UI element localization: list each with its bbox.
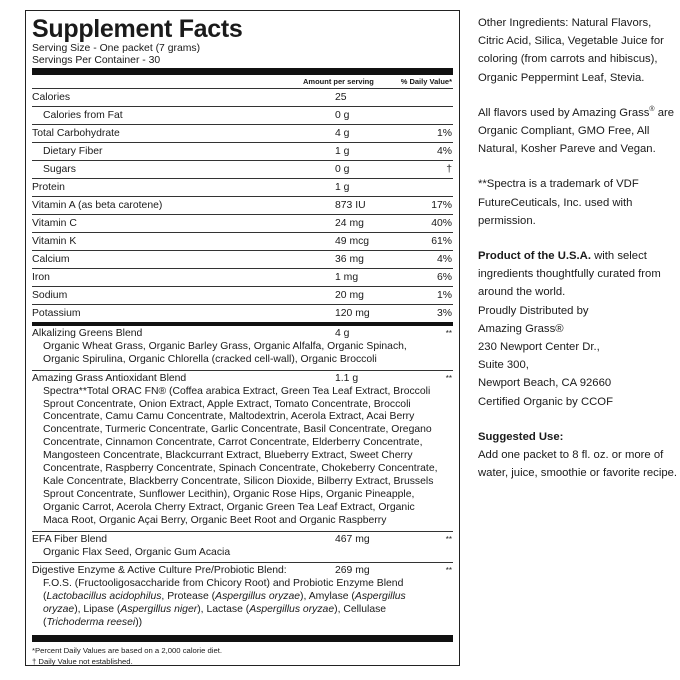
blend-name: Alkalizing Greens Blend [32, 328, 143, 339]
blend-ingredient-line: Organic Spirulina, Organic Chlorella (cracked cell-wall), Organic Broccoli [43, 353, 377, 365]
product-origin-text: with select ingredients thoughtfully curated from around the world. [478, 250, 661, 299]
blend-ingredient-line: Sprout Concentrate, Onion Extract, Apple Extract, Tomato Concentrate, Broccoli [43, 398, 411, 410]
product-origin [478, 247, 678, 302]
blend-ingredient-line: Maca Root, Organic Açai Berry, Organic Beet Root and Organic Raspberry [43, 514, 387, 526]
nutrient-dv: 61% [431, 236, 452, 247]
divider-bottom [32, 635, 453, 642]
blend-dv: ** [445, 534, 452, 544]
amount-header: Amount per serving [303, 77, 374, 86]
blend-dv: ** [445, 566, 452, 576]
nutrient-amount: 25 [335, 92, 347, 103]
blend-list [32, 326, 453, 633]
blend-name: Digestive Enzyme & Active Culture Pre/Probiotic Blend: [32, 565, 287, 577]
nutrient-name: Sodium [32, 290, 68, 301]
blend-ingredient-line: oryzae), Lipase (Aspergillus niger), Lactase (Aspergillus oryzae), Cellulase [43, 604, 387, 616]
dv-header: % Daily Value* [400, 77, 452, 86]
nutrient-name: Sugars [43, 164, 76, 175]
address-line-1: 230 Newport Center Dr., [478, 341, 600, 354]
nutrient-amount: 1 g [335, 182, 350, 193]
blend-ingredient-line: Concentrate, Cinnamon Concentrate, Carrot Concentrate, Elderberry Concentrate, [43, 437, 423, 449]
blend-name: EFA Fiber Blend [32, 533, 108, 545]
nutrient-dv: 40% [431, 218, 452, 229]
nutrient-row [32, 124, 453, 142]
nutrient-name: Vitamin C [32, 218, 77, 229]
nutrient-row [32, 286, 453, 304]
nutrient-row [32, 214, 453, 232]
nutrient-amount: 24 mg [335, 218, 364, 229]
panel-title: Supplement Facts [32, 15, 243, 43]
nutrient-name: Vitamin K [32, 236, 77, 247]
nutrient-dv: 1% [436, 128, 452, 139]
nutrient-name: Calories [32, 92, 71, 103]
blend-ingredient-line: Organic Flax Seed, Organic Gum Acacia [43, 546, 231, 558]
blend-ingredient-line: Concentrate, Turmeric Concentrate, Garlic Concentrate, Basil Concentrate, Oregano [43, 424, 432, 436]
nutrient-list [32, 88, 453, 322]
blend-amount: 1.1 g [335, 372, 359, 384]
nutrient-amount: 1 g [335, 146, 350, 157]
blend-ingredient-line: Organic Wheat Grass, Organic Barley Grass, Organic Alfalfa, Organic Spinach, [43, 340, 407, 352]
flavors-text-a: All flavors used by Amazing Grass [478, 106, 650, 119]
nutrient-dv: 1% [436, 290, 452, 301]
supplement-facts-panel [25, 10, 460, 666]
distributed-by: Proudly Distributed by [478, 304, 589, 317]
nutrient-name: Total Carbohydrate [32, 128, 120, 139]
address-line-2: Suite 300, [478, 359, 529, 372]
nutrient-name: Calcium [32, 254, 70, 265]
side-info [478, 14, 678, 482]
blend-ingredients [32, 547, 453, 560]
blend-block [32, 531, 453, 563]
nutrient-dv: † [446, 164, 452, 175]
nutrient-amount: 20 mg [335, 290, 364, 301]
nutrient-name: Dietary Fiber [43, 146, 103, 157]
blend-ingredients [32, 386, 453, 528]
flavors-statement [478, 104, 678, 159]
nutrient-dv: 6% [436, 272, 452, 283]
nutrient-amount: 36 mg [335, 254, 364, 265]
company-name: Amazing Grass® [478, 322, 564, 335]
blend-dv: ** [445, 373, 452, 383]
blend-amount: 467 mg [335, 533, 370, 545]
nutrient-name: Calories from Fat [43, 110, 123, 121]
nutrient-name: Vitamin A (as beta carotene) [32, 200, 163, 211]
nutrient-row [32, 106, 453, 124]
nutrient-row [32, 88, 453, 106]
nutrient-row [32, 142, 453, 160]
product-origin-title: Product of the U.S.A. [478, 250, 591, 263]
registered-mark: ® [649, 106, 655, 114]
blend-ingredient-line: Kale Concentrate, Blackberry Concentrate, Silicon Dioxide, Bilberry Extract, Brussels [43, 475, 434, 487]
blend-ingredient-line: Mangosteen Concentrate, Blackcurrant Extract, Blueberry Extract, Sweet Cherry [43, 450, 413, 462]
footnote-not-established: † Daily Value not established. [32, 656, 133, 666]
nutrient-dv: 4% [436, 254, 452, 265]
flavors-text-b: are Organic Compliant, GMO Free, All Natural, Kosher Pareve and Vegan. [478, 106, 675, 156]
blend-ingredient-line: Concentrate, Raspberry Concentrate, Spinach Concentrate, Chokeberry Concentrate, [43, 463, 438, 475]
blend-block [32, 326, 453, 370]
blend-block [32, 562, 453, 633]
nutrient-name: Protein [32, 182, 65, 193]
blend-ingredient-line: (Lactobacillus acidophilus, Protease (Aspergillus oryzae), Amylase (Aspergillus [43, 591, 406, 603]
blend-name: Amazing Grass Antioxidant Blend [32, 372, 187, 384]
nutrient-row [32, 160, 453, 178]
nutrient-row [32, 178, 453, 196]
blend-amount: 4 g [335, 328, 350, 339]
address-line-3: Newport Beach, CA 92660 [478, 377, 612, 390]
nutrient-amount: 4 g [335, 128, 350, 139]
nutrient-amount: 49 mcg [335, 236, 370, 247]
blend-ingredient-line: Concentrate, Camu Camu Concentrate, Maltodextrin, Acerola Extract, Acai Berry [43, 411, 415, 423]
divider-thick [32, 68, 453, 75]
blend-ingredient-line: Sprout Concentrate, Sunflower Lecithin), Organic Rose Hips, Organic Pineapple, [43, 488, 415, 500]
blend-block [32, 370, 453, 531]
nutrient-row [32, 196, 453, 214]
column-header [32, 75, 453, 88]
blend-ingredient-line: Organic Carrot, Acerola Cherry Extract, Organic Green Tea Leaf Extract, Organic [43, 501, 415, 513]
nutrient-dv: 17% [431, 200, 452, 211]
servings-per-container: Servings Per Container - 30 [32, 54, 161, 66]
blend-ingredient-line: F.O.S. (Fructooligosaccharide from Chicory Root) and Probiotic Enzyme Blend [43, 578, 404, 590]
nutrient-name: Potassium [32, 308, 81, 319]
blend-amount: 269 mg [335, 565, 370, 577]
nutrient-amount: 873 IU [335, 200, 366, 211]
nutrient-name: Iron [32, 272, 50, 283]
nutrient-dv: 4% [436, 146, 452, 157]
nutrient-amount: 1 mg [335, 272, 359, 283]
blend-dv: ** [445, 329, 452, 338]
nutrient-dv: 3% [436, 308, 452, 319]
nutrient-row [32, 250, 453, 268]
suggested-use-text: Add one packet to 8 fl. oz. or more of water, juice, smoothie or favorite recipe. [478, 449, 678, 480]
other-ingredients: Other Ingredients: Natural Flavors, Citric Acid, Silica, Vegetable Juice for coloring (from carrots and hibiscus), Organic Peppermint Leaf, Stevia. [478, 17, 664, 84]
blend-ingredient-line: (Trichoderma reesei)) [43, 617, 143, 629]
nutrient-amount: 0 g [335, 110, 350, 121]
nutrient-row [32, 268, 453, 286]
blend-ingredients [32, 341, 453, 367]
certification: Certified Organic by CCOF [478, 395, 613, 408]
blend-ingredients [32, 578, 453, 630]
spectra-note: **Spectra is a trademark of VDF FutureCeuticals, Inc. used with permission. [478, 178, 639, 227]
nutrient-row [32, 232, 453, 250]
footnotes [32, 645, 453, 667]
suggested-use-title: Suggested Use: [478, 430, 564, 443]
nutrient-row [32, 304, 453, 322]
nutrient-amount: 0 g [335, 164, 350, 175]
serving-size: Serving Size - One packet (7 grams) [32, 43, 201, 54]
nutrient-amount: 120 mg [335, 308, 370, 319]
blend-ingredient-line: Spectra**Total ORAC FN® (Coffea arabica Extract, Green Tea Leaf Extract, Broccoli [43, 385, 431, 397]
footnote-daily-values: *Percent Daily Values are based on a 2,000 calorie diet. [32, 645, 223, 655]
